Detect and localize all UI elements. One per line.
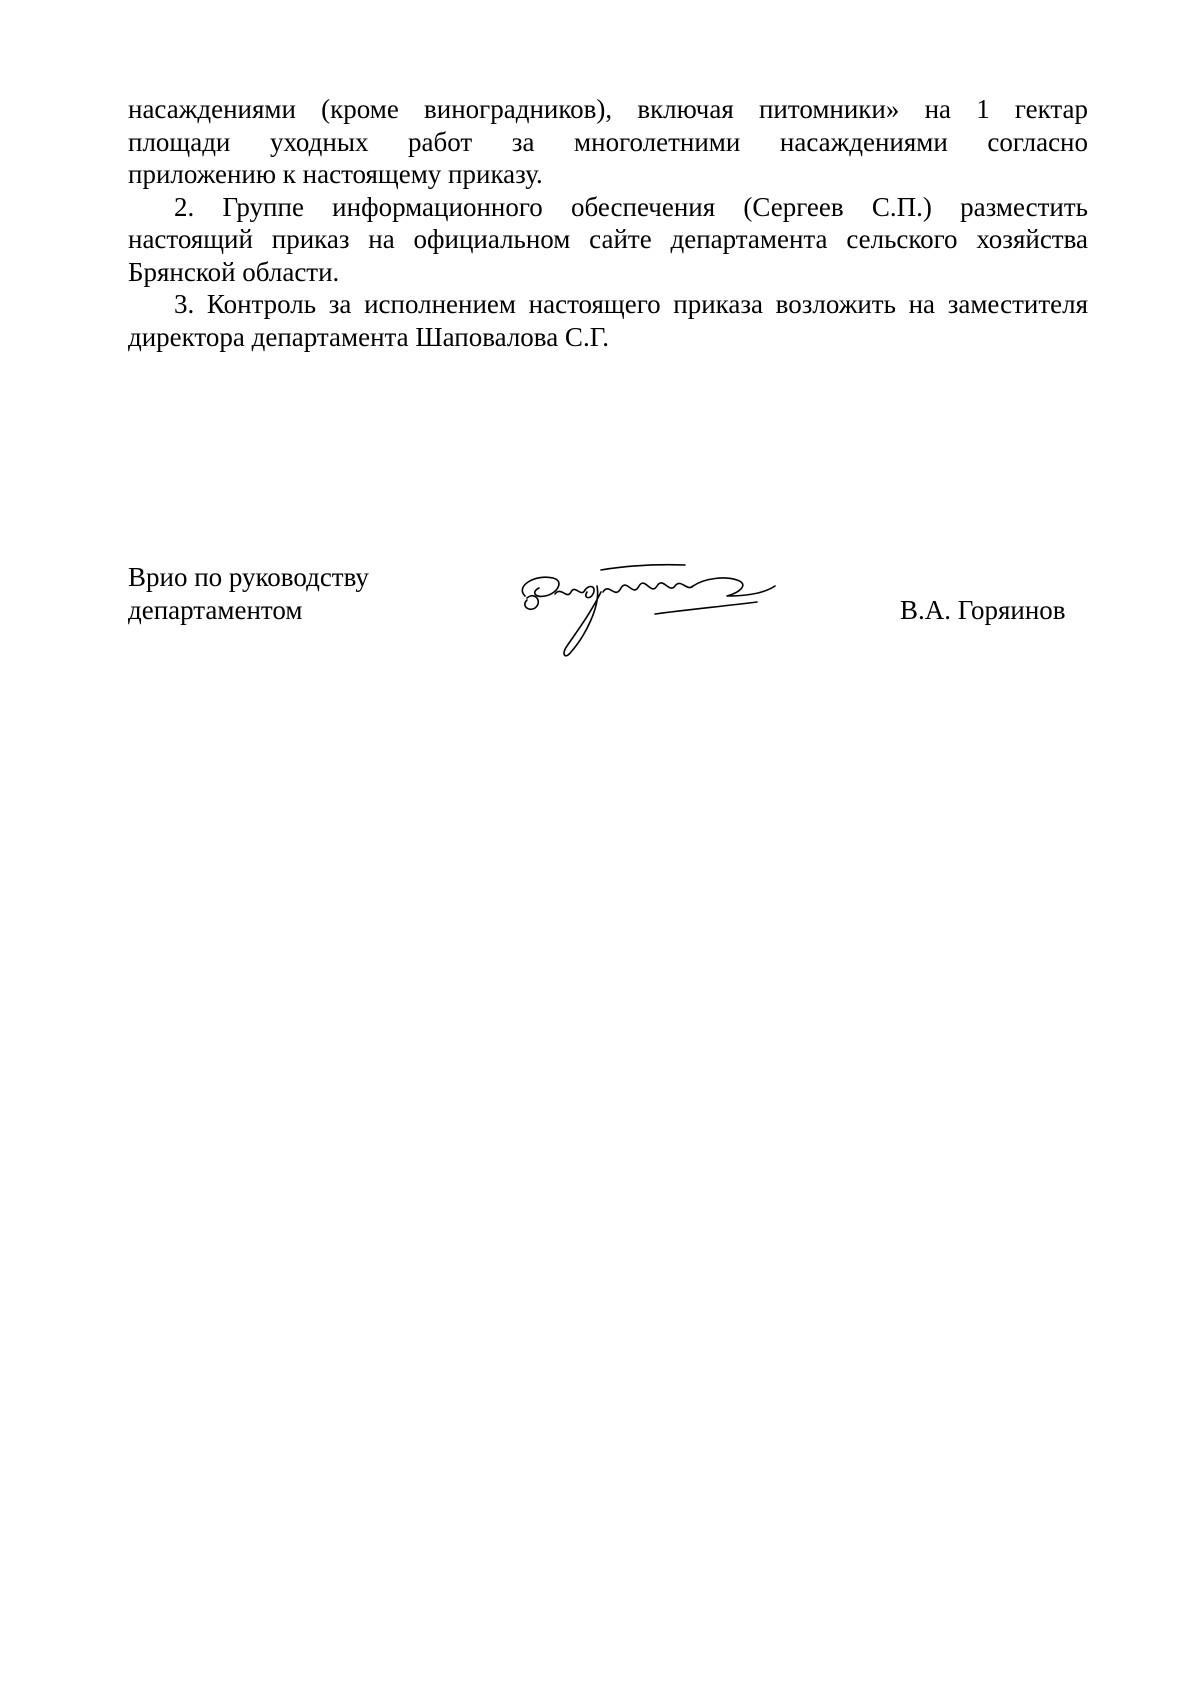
text-line: Брянской области. <box>128 256 340 287</box>
document-body <box>128 93 1088 353</box>
text-line: площади уходных работ за многолетними насаждениями согласно <box>128 126 1088 157</box>
paragraph-continuation <box>128 93 1088 191</box>
signatory-position-line: Врио по руководству <box>128 562 369 592</box>
text-line: 3. Контроль за исполнением настоящего приказа возложить на заместителя <box>174 289 1088 319</box>
text-line: директора департамента Шаповалова С.Г. <box>128 321 610 352</box>
handwritten-signature <box>505 556 805 666</box>
signatory-position <box>128 561 369 626</box>
text-line: 2. Группе информационного обеспечения (Сергеев С.П.) разместить <box>174 191 1088 222</box>
paragraph-item-3 <box>128 288 1088 353</box>
paragraph-item-2 <box>128 191 1088 289</box>
text-line: насаждениями (кроме виноградников), включая питомники» на 1 гектар <box>128 94 1088 124</box>
signatory-name: В.А. Горяинов <box>900 595 1066 625</box>
text-line: настоящий приказ на официальном сайте департамента сельского хозяйства <box>128 224 1088 254</box>
text-line: приложению к настоящему приказу. <box>128 159 543 189</box>
signatory-position-line: департаментом <box>128 594 303 625</box>
